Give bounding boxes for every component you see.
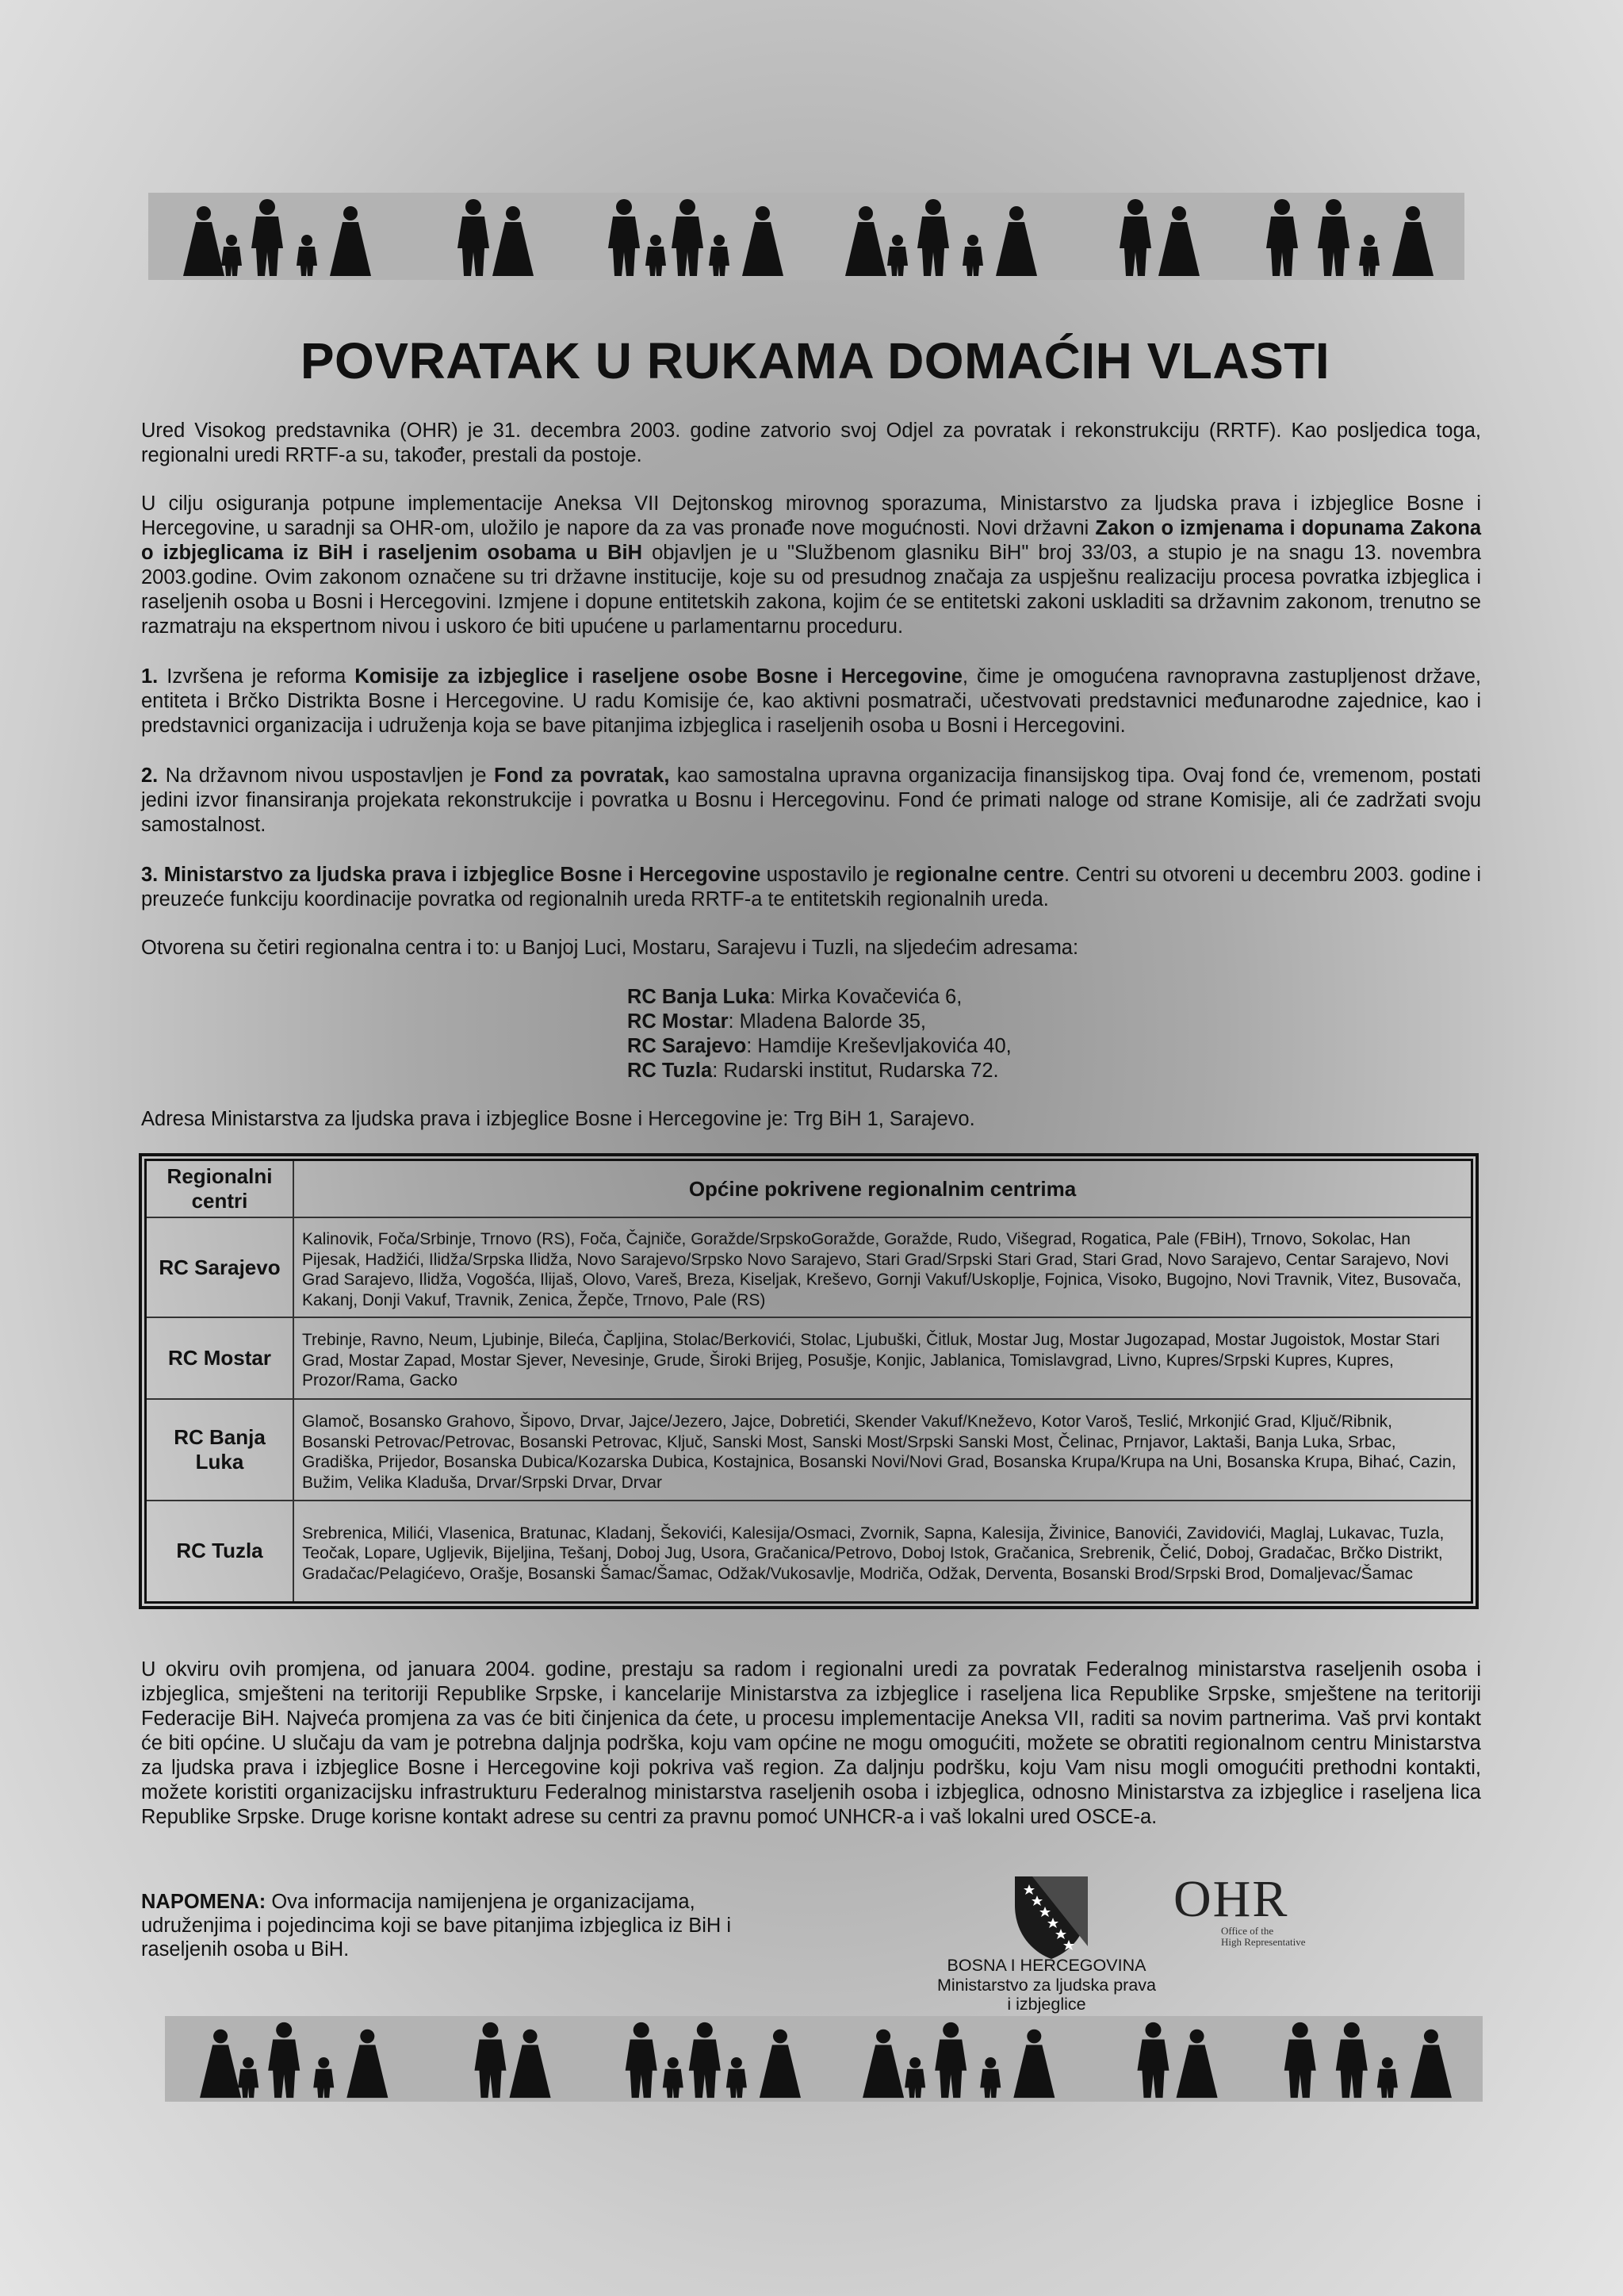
paragraph-commission: 1. Izvršena je reforma Komisije za izbjeglice i raseljene osobe Bosne i Hercegovine, čime je omogućena ravnopravna zastupljenost države, entiteta i Brčko Distrikta Bosne i Hercegovine. U radu Komisije će, kao aktivni posmatrači, učestvovati predstavnici međunarodne zajednice, kao i predstavnici organizacija i udruženja koja se bave pitanjima izbjeglica i raseljenih osoba u Bosni i Hercegovini. [141, 665, 1482, 737]
address-sarajevo: RC Sarajevo: Hamdije Kreševljakovića 40, [627, 1035, 1012, 1057]
ohr-logo [1173, 1870, 1332, 1961]
family-silhouettes-banner-bottom [165, 2016, 1483, 2102]
municipalities-cell: Srebrenica, Milići, Vlasenica, Bratunac, Kladanj, Šekovići, Kalesija/Osmaci, Zvornik, Sapna, Kalesija, Živinice, Banovići, Zavidovići, Maglaj, Lukavac, Tuzla, Teočak, Lopare, Ugljevik, Bijeljina, Tešanj, Doboj Jug, Usora, Gračanica/Petrovo, Doboj Istok, Gračanica, Srebrenik, Čelić, Doboj, Gradačac, Brčko Distrikt, Gradačac/Pelagićevo, Orašje, Bosanski Šamac/Šamac, Odžak/Vukosavlje, Modriča, Odžak, Derventa, Bosanski Brod/Srpski Brod, Domaljevac/Šamac [293, 1501, 1472, 1602]
rc-banja-luka-cell: RC Banja Luka [146, 1399, 294, 1501]
bih-coat-of-arms-icon [1013, 1873, 1089, 1961]
bih-ministry-name: Ministarstvo za ljudska prava [936, 1975, 1157, 1995]
table-row [146, 1501, 1472, 1602]
bih-ministry-name-cont: i izbjeglice [1007, 1995, 1086, 2014]
table-row [146, 1317, 1472, 1399]
paragraph-intro: Ured Visokog predstavnika (OHR) je 31. decembra 2003. godine zatvorio svoj Odjel za povratak i rekonstrukciju (RRTF). Kao posljedica toga, regionalni uredi RRTF-a su, također, prestali da postoje. [141, 420, 1481, 466]
paragraph-ministry-address: Adresa Ministarstva za ljudska prava i izbjeglice Bosne i Hercegovine je: Trg BiH 1, Sarajevo. [141, 1108, 975, 1130]
ohr-wordmark: OHR [1173, 1870, 1289, 1928]
municipalities-cell: Kalinovik, Foča/Srbinje, Trnovo (RS), Foča, Čajniče, Goražde/SrpskoGoražde, Goražde, Rudo, Višegrad, Rogatica, Pale (FBiH), Trnovo, Sokolac, Han Pijesak, Hadžići, Ilidža/Srpska Ilidža, Novo Sarajevo/Srpsko Novo Sarajevo, Stari Grad/Srpski Stari Grad, Stari Grad, Novo Sarajevo, Centar Sarajevo, Novi Grad Sarajevo, Ilidža, Vogošća, Ilijaš, Olovo, Vareš, Breza, Kiseljak, Kreševo, Gornji Vakuf/Uskoplje, Fojnica, Visoko, Bugojno, Novi Travnik, Vitez, Busovača, Kakanj, Donji Vakuf, Travnik, Zenica, Žepče, Trnovo, Pale (RS) [293, 1217, 1472, 1317]
paragraph-changes: U okviru ovih promjena, od januara 2004. godine, prestaju sa radom i regionalni uredi za povratak Federalnog ministarstva raseljenih osoba i izbjeglica, smješteni na teritoriji Republike Srpske, i kancelarije Ministarstva za izbjeglice i raseljena lica Republike Srpske, smještene na teritoriji Federacije BiH. Najveća promjena za vas će biti činjenica da ćete, u procesu implementacije Aneksa VII, raditi sa novim partnerima. Vaš prvi kontakt će biti općine. U slučaju da vam je potrebna daljnja podrška, koju vam općine ne mogu omogućiti, možete se obratiti regionalnom centru Ministarstva za ljudska prava i izbjeglice Bosne i Hercegovine koji pokriva vaš region. Za daljnju podršku, koju Vam nisu mogli omogućiti prethodni kontakti, možete koristiti organizacijsku infrastrukturu Federalnog ministarstva raseljenih osoba i izbjeglica, odnosno Ministarstva za izbjeglice i raseljena lica Republike Srpske. Druge korisne kontakt adrese su centri za pravnu pomoć UNHCR-a i vaš lokalni ured OSCE-a. [141, 1658, 1481, 1828]
paragraph-fund: 2. Na državnom nivou uspostavljen je Fond za povratak, kao samostalna upravna organizacija finansijskog tipa. Ovaj fond će, vremenom, postati jedini izvor finansiranja projekata rekonstrukcije i povratka u Bosnu i Hercegovinu. Fond će primati naloge od strane Komisije, ali će zadržati svoju samostalnost. [141, 765, 1481, 836]
column-header-regional-centres: Regionalni centri [146, 1160, 294, 1218]
ohr-subtitle: Office of the High Representative [1221, 1925, 1306, 1948]
bih-ministry-label [920, 1956, 1173, 2014]
address-list [627, 985, 1012, 1083]
family-silhouettes-banner-top [148, 193, 1464, 280]
paragraph-ministry-centres: 3. Ministarstvo za ljudska prava i izbjeglice Bosne i Hercegovine uspostavilo je regionalne centre. Centri su otvoreni u decembru 2003. godine i preuzeće funkciju koordinacije povratka od regionalnih ureda RRTF-a te entitetskih regionalnih ureda. [141, 864, 1482, 910]
regions-table-frame [139, 1153, 1479, 1609]
address-tuzla: RC Tuzla: Rudarski institut, Rudarska 72. [627, 1060, 999, 1082]
table-header-row [146, 1160, 1472, 1218]
bih-country-name: BOSNA I HERCEGOVINA [947, 1956, 1146, 1975]
table-row [146, 1399, 1472, 1501]
column-header-municipalities: Općine pokrivene regionalnim centrima [293, 1160, 1472, 1218]
address-mostar: RC Mostar: Mladena Balorde 35, [627, 1010, 927, 1033]
family-silhouettes-icon [148, 193, 1464, 280]
note-block: NAPOMENA: Ova informacija namijenjena je organizacijama, udruženjima i pojedincima koji se bave pitanjima izbjeglica iz BiH i raseljenih osoba u BiH. [141, 1891, 732, 1961]
address-banja-luka: RC Banja Luka: Mirka Kovačevića 6, [627, 986, 963, 1008]
rc-tuzla-cell: RC Tuzla [146, 1501, 294, 1602]
municipalities-cell: Glamoč, Bosansko Grahovo, Šipovo, Drvar, Jajce/Jezero, Jajce, Dobretići, Skender Vakuf/Kneževo, Kotor Varoš, Teslić, Mrkonjić Grad, Ključ/Ribnik, Bosanski Petrovac/Petrovac, Bosanski Petrovac, Ključ, Sanski Most, Sanski Most/Srpski Sanski Most, Čelinac, Prnjavor, Laktaši, Banja Luka, Srbac, Gradiška, Prijedor, Bosanska Dubica/Kozarska Dubica, Kostajnica, Bosanski Novi/Novi Grad, Bosanska Krupa/Krupa na Uni, Bosanska Krupa, Bihać, Cazin, Bužim, Velika Kladuša, Drvar/Srpski Drvar, Drvar [293, 1399, 1472, 1501]
paragraph-annex-vii: U cilju osiguranja potpune implementacije Aneksa VII Dejtonskog mirovnog sporazuma, Ministarstvo za ljudska prava i izbjeglice Bosne i Hercegovine, u saradnji sa OHR-om, uložilo je napore da za vas pronađe nove mogućnosti. Novi državni Zakon o izmjenama i dopunama Zakona o izbjeglicama iz BiH i raseljenim osobama u BiH objavljen je u "Službenom glasniku BiH" broj 33/03, a stupio je na snagu 13. novembra 2003.godine. Ovim zakonom označene su tri državne institucije, koje su od presudnog značaja za uspješnu realizaciju procesa povratka izbjeglica i raseljenih osoba u Bosni i Hercegovini. Izmjene i dopune entitetskih zakona, kojim će se entitetski zakoni uskladiti sa državnim zakonom, trenutno se razmatraju na ekspertnom nivou i uskoro će biti upućene u parlamentarnu proceduru. [141, 493, 1482, 638]
family-silhouettes-icon [165, 2016, 1483, 2102]
paragraph-four-centres: Otvorena su četiri regionalna centra i to: u Banjoj Luci, Mostaru, Sarajevu i Tuzli, na sljedećim adresama: [141, 937, 1079, 959]
regions-table [144, 1159, 1473, 1604]
page-title: POVRATAK U RUKAMA DOMAĆIH VLASTI [300, 332, 1330, 389]
rc-mostar-cell: RC Mostar [146, 1317, 294, 1399]
table-row [146, 1217, 1472, 1317]
municipalities-cell: Trebinje, Ravno, Neum, Ljubinje, Bileća, Čapljina, Stolac/Berkovići, Stolac, Ljubuški, Čitluk, Mostar Jug, Mostar Jugozapad, Mostar Jugoistok, Mostar Stari Grad, Mostar Zapad, Mostar Sjever, Nevesinje, Grude, Široki Brijeg, Posušje, Konjic, Jablanica, Tomislavgrad, Livno, Kupres/Srpski Kupres, Kupres, Prozor/Rama, Gacko [293, 1317, 1472, 1399]
rc-sarajevo-cell: RC Sarajevo [146, 1217, 294, 1317]
